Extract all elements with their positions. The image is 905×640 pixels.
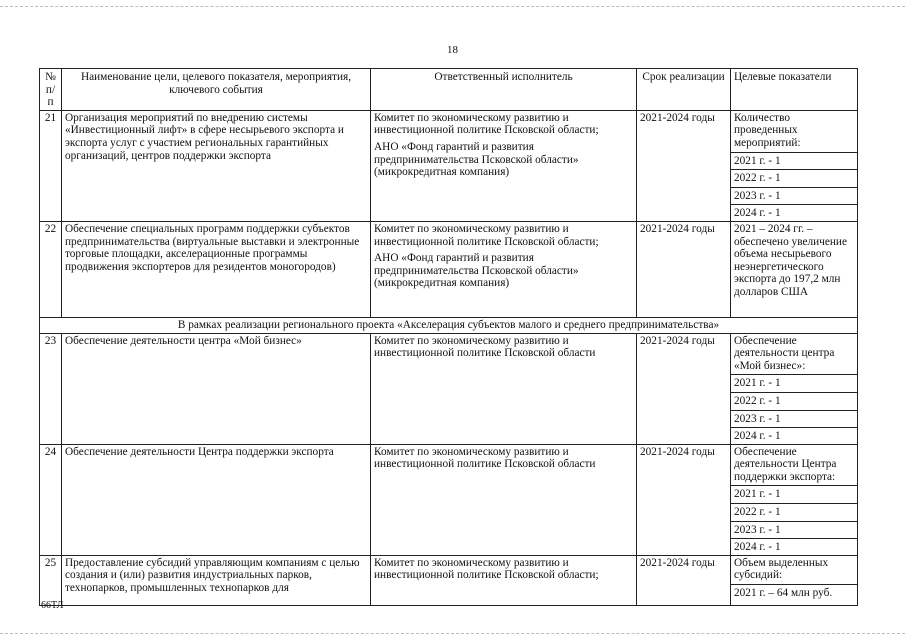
indicator-item: 2024 г. - 1 xyxy=(731,538,857,554)
row-indicators xyxy=(731,110,858,221)
row-number: 22 xyxy=(40,221,62,317)
row-executor xyxy=(371,110,637,221)
row-number: 24 xyxy=(40,444,62,555)
row-name: Обеспечение деятельности Центра поддержки экспорта xyxy=(62,444,371,555)
row-executor xyxy=(371,444,637,555)
indicator-item: 2022 г. - 1 xyxy=(731,503,857,519)
table-row xyxy=(40,555,858,605)
table-row xyxy=(40,333,858,444)
indicator-item: 2023 г. - 1 xyxy=(731,410,857,426)
indicator-item: 2022 г. - 1 xyxy=(731,169,857,185)
section-heading: В рамках реализации регионального проекта «Акселерация субъектов малого и среднего предпринимательства» xyxy=(40,317,858,333)
row-term: 2021-2024 годы xyxy=(637,333,731,444)
measures-table xyxy=(39,68,858,606)
indicator-item: 2022 г. - 1 xyxy=(731,392,857,408)
row-name: Предоставление субсидий управляющим компаниям с целью создания и (или) развития индустриальных парков, технопарков, промышленных технопарков для xyxy=(62,555,371,605)
row-executor xyxy=(371,555,637,605)
indicator-item: 2024 г. - 1 xyxy=(731,427,857,443)
row-number: 21 xyxy=(40,110,62,221)
page-number: 18 xyxy=(447,44,458,56)
executor-line: Комитет по экономическому развитию и инвестиционной политике Псковской области; xyxy=(374,556,599,582)
row-indicators xyxy=(731,333,858,444)
row-number: 23 xyxy=(40,333,62,444)
row-name: Организация мероприятий по внедрению системы «Инвестиционный лифт» в сфере несырьевого экспорта и экспорта услуг с участием региональных гарантийных организаций, центров поддержки экспорта xyxy=(62,110,371,221)
row-indicators xyxy=(731,444,858,555)
table-header-row xyxy=(40,69,858,111)
header-term: Срок реализации xyxy=(637,69,731,111)
table-row xyxy=(40,110,858,221)
row-name: Обеспечение деятельности центра «Мой бизнес» xyxy=(62,333,371,444)
indicator-title: Количество проведенных мероприятий: xyxy=(734,111,801,149)
executor-line: АНО «Фонд гарантий и развития предпринимательства Псковской области» (микрокредитная компания) xyxy=(374,140,579,179)
indicator-title: Обеспечение деятельности Центра поддержки экспорта: xyxy=(734,445,837,483)
indicator-item: 2021 г. - 1 xyxy=(731,485,857,501)
indicator-title: Обеспечение деятельности центра «Мой бизнес»: xyxy=(734,334,835,372)
row-term: 2021-2024 годы xyxy=(637,110,731,221)
row-indicators xyxy=(731,221,858,317)
section-row xyxy=(40,317,858,333)
row-number: 25 xyxy=(40,555,62,605)
table-row xyxy=(40,444,858,555)
row-name: Обеспечение специальных программ поддержки субъектов предпринимательства (виртуальные выставки и электронные торговые площадки, акселерационные программы продвижения экспортеров для резидентов моногородов) xyxy=(62,221,371,317)
executor-line: Комитет по экономическому развитию и инвестиционной политике Псковской области xyxy=(374,334,596,360)
indicator-item: 2021 г. - 1 xyxy=(731,374,857,390)
header-num: № п/п xyxy=(40,69,62,111)
executor-line: Комитет по экономическому развитию и инвестиционной политике Псковской области xyxy=(374,445,596,471)
executor-line: АНО «Фонд гарантий и развития предпринимательства Псковской области» (микрокредитная компания) xyxy=(374,252,579,290)
header-executor: Ответственный исполнитель xyxy=(371,69,637,111)
row-term: 2021-2024 годы xyxy=(637,444,731,555)
executor-line: Комитет по экономическому развитию и инвестиционной политике Псковской области; xyxy=(374,222,599,248)
header-indicators: Целевые показатели xyxy=(731,69,858,111)
row-indicators xyxy=(731,555,858,605)
indicator-title: 2021 – 2024 гг. – обеспечено увеличение объема несырьевого неэнергетического экспорта до 197,2 млн долларов США xyxy=(734,222,847,298)
scan-artifact-top xyxy=(0,6,905,7)
row-term: 2021-2024 годы xyxy=(637,555,731,605)
scan-artifact-bottom xyxy=(0,633,905,634)
indicator-item: 2023 г. - 1 xyxy=(731,187,857,203)
indicator-item: 2024 г. - 1 xyxy=(731,204,857,220)
row-executor xyxy=(371,221,637,317)
document-code: 66ТЛ xyxy=(41,600,64,611)
row-executor xyxy=(371,333,637,444)
indicator-item: 2021 г. – 64 млн руб. xyxy=(731,584,857,600)
indicator-item: 2023 г. - 1 xyxy=(731,521,857,537)
row-term: 2021-2024 годы xyxy=(637,221,731,317)
indicator-item: 2021 г. - 1 xyxy=(731,152,857,168)
indicator-title: Объем выделенных субсидий: xyxy=(734,556,829,582)
executor-line: Комитет по экономическому развитию и инвестиционной политике Псковской области; xyxy=(374,111,599,137)
header-name: Наименование цели, целевого показателя, мероприятия, ключевого события xyxy=(62,69,371,111)
table-row xyxy=(40,221,858,317)
